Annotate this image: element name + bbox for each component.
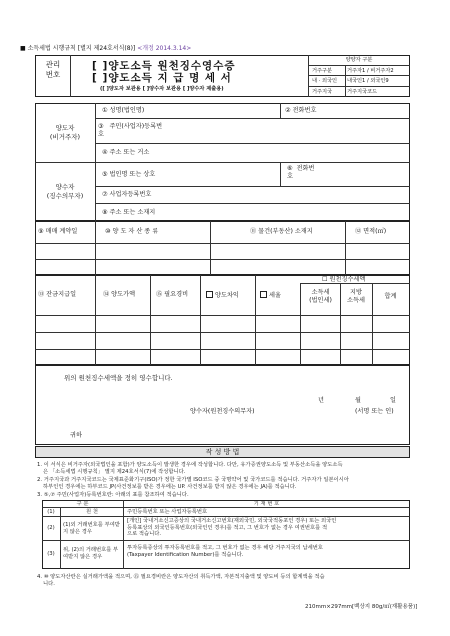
signer-label: 양수자(원천징수의무자) bbox=[190, 408, 255, 415]
residency-label: 거주구분 bbox=[312, 68, 333, 74]
buyer-bizno-field[interactable]: ⑦ 사업자등록번호 bbox=[102, 191, 152, 198]
id-row-1-desc: 주민등록번호 또는 사업자등록번호 bbox=[127, 509, 208, 515]
contract-date-header: ⑨ 매매 계약일 bbox=[38, 228, 78, 235]
signature-field[interactable]: (서명 또는 인) bbox=[355, 408, 394, 415]
id-row-2-no: (2) bbox=[47, 525, 55, 531]
note-4b: 니다. bbox=[43, 581, 55, 587]
id-row-3-kind: 위, (2)의 거래번호를 부 여받지 않은 경우 bbox=[63, 547, 119, 560]
seller-id-field[interactable]: ③ 주민(사업자)등록번 호 bbox=[98, 123, 163, 138]
date-month[interactable]: 월 bbox=[355, 397, 361, 404]
rate-checkbox[interactable] bbox=[260, 291, 267, 298]
nationality-value: 내국인1 / 외국인9 bbox=[347, 78, 389, 84]
buyer-address-field[interactable]: ⑧ 주소 또는 소재지 bbox=[102, 209, 156, 216]
id-row-1-no: (1) bbox=[47, 509, 55, 515]
paper-spec-footer: 210mm×297mm[백상지 80g/㎡(재활용품)] bbox=[305, 604, 418, 610]
note-1: 1. 이 서식은 비거주자(외국법인을 포함)가 양도소득이 발생한 경우에 작성합니다. 다만, 유가증권양도소득 및 부동산소득을 양도소득 bbox=[37, 462, 343, 468]
note-2b: 하부인인 경우에는 하부코드 JP(사건정보를 받은 경우에는 UP. 사건정보를 받지 않은 경우에는 JA)를 적습니다. bbox=[43, 484, 297, 490]
title-withholding-receipt[interactable]: [ ]양도소득 원천징수영수증 bbox=[92, 60, 236, 72]
area-header: ⑫ 면적(㎡) bbox=[355, 228, 387, 235]
rate-label: 세율 bbox=[269, 292, 281, 299]
balance-date-header: ⑬ 잔금지급일 bbox=[38, 291, 77, 298]
id-table-col-kind: 구 분 bbox=[76, 501, 89, 507]
buyer-label: 양수자 (징수의무자) bbox=[46, 183, 84, 200]
management-number-label: 관리 번호 bbox=[45, 60, 61, 79]
gain-option[interactable] bbox=[206, 291, 239, 300]
buyer-company-field[interactable]: ⑤ 법인명 또는 상호 bbox=[102, 171, 156, 178]
form-law: ■ 소득세법 시행규칙 [별지 제24호서식(8)] bbox=[20, 45, 136, 52]
copy-type-subtitle[interactable]: ([ ]양도자 보관용 [ ]양수자 보관용 [ ]양수자 제출용) bbox=[100, 86, 224, 92]
revision-date: <개정 2014.3.14> bbox=[137, 45, 192, 52]
asset-table bbox=[35, 221, 410, 275]
income-tax-header: 소득세 (법인세) bbox=[309, 289, 332, 304]
seller-name-field[interactable]: ① 성명(법인명) bbox=[102, 107, 145, 114]
note-1b: 은 「소득세법 시행규칙」 별지 제24호서식(7)에 작성합니다. bbox=[43, 469, 186, 475]
id-row-3-desc: 투자등록증상의 투자등록번호를 적고, 그 번호가 없는 경우 해당 거주지국의 납세번호 (Taxpayer Identification Number)를 적습니다. bbox=[127, 545, 323, 558]
asset-type-header: ⑩ 양 도 자 산 종 류 bbox=[105, 228, 159, 235]
form-reference bbox=[20, 45, 191, 52]
gain-checkbox[interactable] bbox=[206, 291, 213, 298]
withholding-tax-header[interactable]: ☐ 원천징수세액 bbox=[322, 276, 366, 283]
method-title: 작 성 방 법 bbox=[205, 448, 240, 456]
country-label: 거주지국 bbox=[312, 89, 333, 95]
classification-header: 양양자 구분 bbox=[345, 57, 373, 63]
seller-phone-field[interactable]: ② 전화번호 bbox=[285, 107, 317, 114]
rate-option[interactable] bbox=[260, 291, 281, 300]
seller-label: 양도자 (비거주자) bbox=[49, 124, 81, 141]
date-day[interactable]: 일 bbox=[390, 397, 396, 404]
country-code-label: 거주지국코드 bbox=[347, 89, 378, 95]
id-row-2-desc: [개인] 국내거소신고증상의 국내거소신고번호(재외국민, 외국국적동포인 경우) 또는 외국인 등록표상의 외국인등록번호(외국인인 경우)를 적고, 그 번호가 없는 경우 여권번호를 적 으로 적습니다. bbox=[127, 518, 337, 538]
local-tax-header: 지방 소득세 bbox=[347, 289, 365, 304]
transfer-price-header: ⑭ 양도가액 bbox=[103, 291, 136, 298]
id-row-1-kind: 원 천 bbox=[86, 509, 98, 515]
location-header: ⑪ 물건(부동산) 소재지 bbox=[250, 228, 313, 235]
note-2: 2. 거주지국과 거주지국코드는 국제표준화기구(ISO)가 정한 국가별 ISO코드 중 국명약어 및 국가코드를 적습니다. 거주자가 일본이시아 bbox=[37, 477, 349, 483]
expenses-header: ⑮ 필요경비 bbox=[156, 291, 189, 298]
id-row-3-no: (3) bbox=[47, 551, 55, 557]
addressee: 귀하 bbox=[70, 432, 82, 439]
residency-value: 거주자1 / 비거주자2 bbox=[347, 68, 394, 74]
receipt-statement: 위의 원천징수세액을 정히 영수합니다. bbox=[64, 374, 173, 382]
seller-address-field[interactable]: ④ 주소 또는 거소 bbox=[102, 149, 150, 156]
note-3: 3. ⑤,⑦ 주민(사업자)등록번호란: 아래의 표를 참조하여 적습니다. bbox=[37, 492, 189, 498]
gain-label: 양도차익 bbox=[215, 292, 239, 299]
id-table-col-number: 기 재 번 호 bbox=[253, 501, 280, 507]
buyer-phone-field[interactable]: ⑥ 전화번 호 bbox=[287, 165, 315, 180]
total-header: 합계 bbox=[384, 293, 397, 300]
nationality-label: 내 · 외국인 bbox=[312, 78, 337, 84]
title-payment-statement[interactable]: [ ]양도소득 지 급 명 세 서 bbox=[92, 72, 232, 84]
note-4: 4. ⑩ 양도자산란은 실거래가액을 적으며, ⑮ 필요경비란은 양도자산의 취득가액, 자본적지출액 및 양도비 등의 합계액을 적습 bbox=[37, 574, 325, 580]
date-year[interactable]: 년 bbox=[318, 397, 324, 404]
id-row-2-kind: (1)외 거래번호를 부여받 지 않은 경우 bbox=[63, 522, 120, 535]
